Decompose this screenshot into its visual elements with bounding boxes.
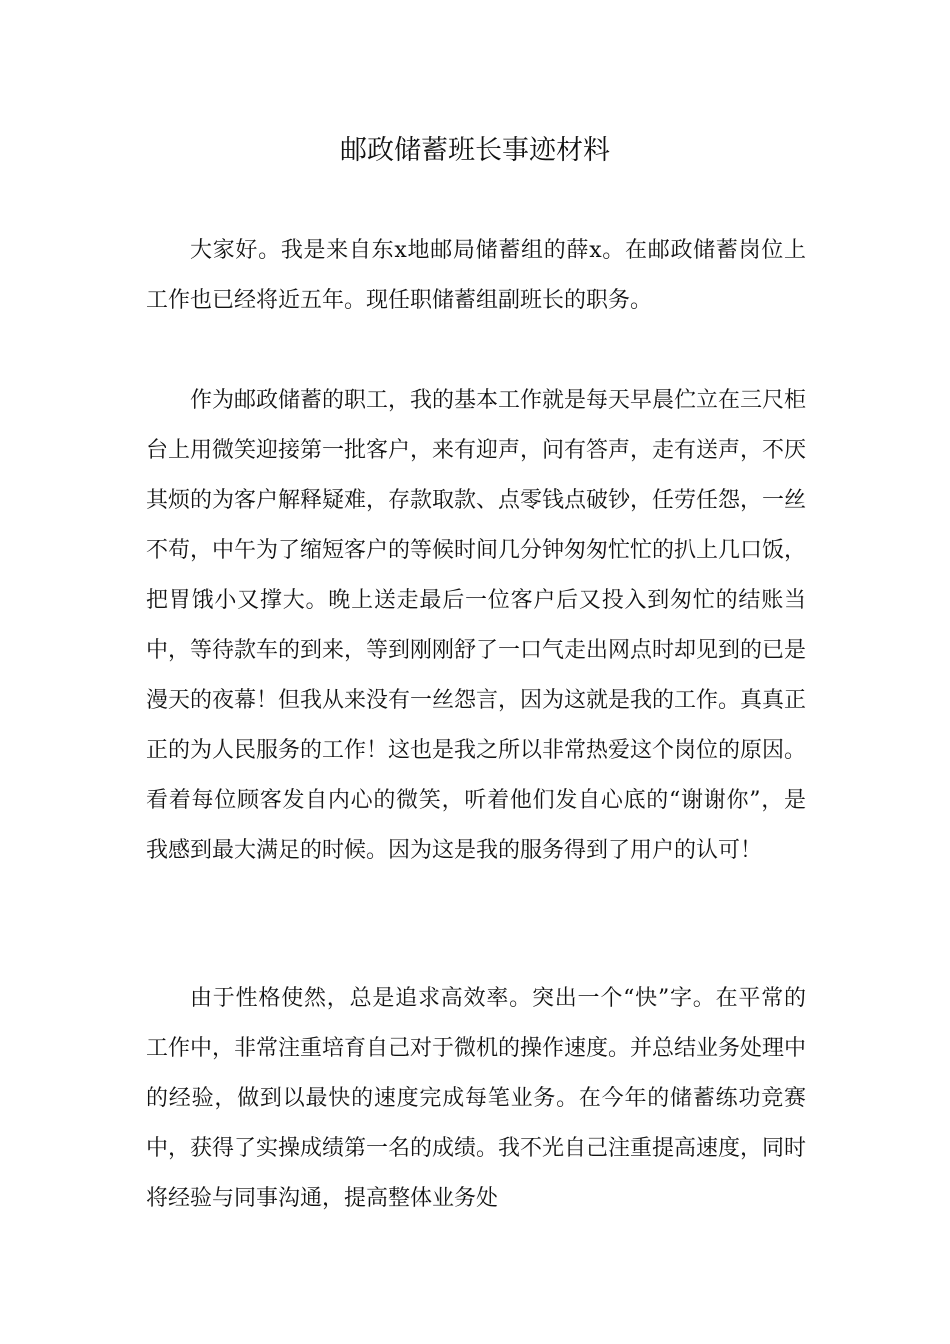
paragraph-intro: 大家好。我是来自东x地邮局储蓄组的薛x。在邮政储蓄岗位上工作也已经将近五年。现任职储蓄组副班长的职务。: [146, 238, 806, 313]
paragraph-efficiency: 由于性格使然，总是追求高效率。突出一个“快”字。在平常的工作中，非常注重培育自己对于微机的操作速度。并总结业务处理中的经验，做到以最快的速度完成每笔业务。在今年的储蓄练功竞赛中，获得了实操成绩第一名的成绩。我不光自己注重提高速度，同时将经验与同事沟通，提高整体业务处: [146, 986, 807, 1211]
document-title: 邮政储蓄班长事迹材料: [340, 135, 610, 166]
paragraph-daily-work: 作为邮政储蓄的职工，我的基本工作就是每天早晨伫立在三尺柜台上用微笑迎接第一批客户，来有迎声，问有答声，走有送声，不厌其烦的为客户解释疑难，存款取款、点零钱点破钞，任劳任怨，一丝不苟，中午为了缩短客户的等候时间几分钟匆匆忙忙的扒上几口饭，把胃饿小又撑大。晚上送走最后一位客户后又投入到匆忙的结账当中，等待款车的到来，等到刚刚舒了一口气走出网点时却见到的已是漫天的夜幕！但我从来没有一丝怨言，因为这就是我的工作。真真正正的为人民服务的工作！这也是我之所以非常热爱这个岗位的原因。看着每位顾客发自内心的微笑，听着他们发自心底的“谢谢你”，是我感到最大满足的时候。因为这是我的服务得到了用户的认可！: [146, 388, 807, 863]
